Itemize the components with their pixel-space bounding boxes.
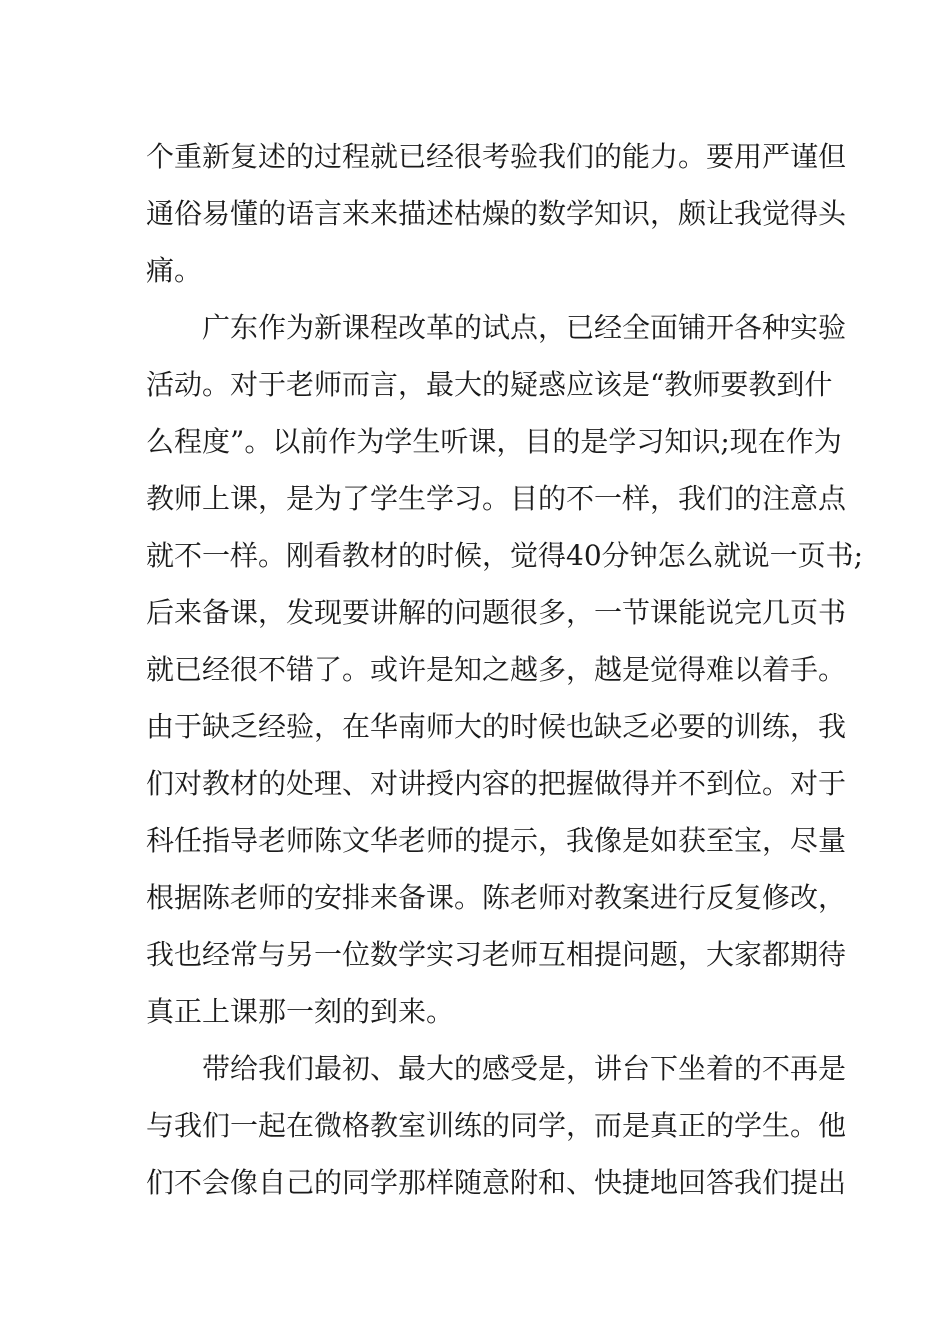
text-line: 就不一样。刚看教材的时候，觉得40分钟怎么就说一页书; bbox=[146, 539, 864, 572]
text-line: 通俗易懂的语言来来描述枯燥的数学知识，颇让我觉得头 bbox=[146, 197, 847, 230]
text-line: 带给我们最初、最大的感受是，讲台下坐着的不再是 bbox=[202, 1052, 847, 1085]
paragraph-2 bbox=[146, 299, 864, 1040]
text-line: 科任指导老师陈文华老师的提示，我像是如获至宝，尽量 bbox=[146, 824, 847, 857]
text-line: 就已经很不错了。或许是知之越多，越是觉得难以着手。 bbox=[146, 653, 847, 686]
text-line: 痛。 bbox=[146, 254, 203, 287]
text-line: 活动。对于老师而言，最大的疑惑应该是“教师要教到什 bbox=[146, 368, 833, 401]
text-line: 们对教材的处理、对讲授内容的把握做得并不到位。对于 bbox=[146, 767, 847, 800]
text-line: 由于缺乏经验，在华南师大的时候也缺乏必要的训练，我 bbox=[146, 710, 847, 743]
text-line: 广东作为新课程改革的试点，已经全面铺开各种实验 bbox=[202, 311, 847, 344]
text-line: 我也经常与另一位数学实习老师互相提问题，大家都期待 bbox=[146, 938, 847, 971]
text-line: 根据陈老师的安排来备课。陈老师对教案进行反复修改， bbox=[146, 881, 847, 914]
paragraph-1 bbox=[146, 128, 847, 299]
paragraph-3 bbox=[146, 1040, 847, 1211]
text-line: 个重新复述的过程就已经很考验我们的能力。要用严谨但 bbox=[146, 140, 847, 173]
text-line: 与我们一起在微格教室训练的同学，而是真正的学生。他 bbox=[146, 1109, 847, 1142]
text-line: 么程度”。以前作为学生听课，目的是学习知识;现在作为 bbox=[146, 425, 842, 458]
text-line: 教师上课，是为了学生学习。目的不一样，我们的注意点 bbox=[146, 482, 847, 515]
body-text bbox=[146, 128, 864, 1211]
text-line: 真正上课那一刻的到来。 bbox=[146, 995, 455, 1028]
text-line: 后来备课，发现要讲解的问题很多，一节课能说完几页书 bbox=[146, 596, 847, 629]
text-line: 们不会像自己的同学那样随意附和、快捷地回答我们提出 bbox=[146, 1166, 847, 1199]
